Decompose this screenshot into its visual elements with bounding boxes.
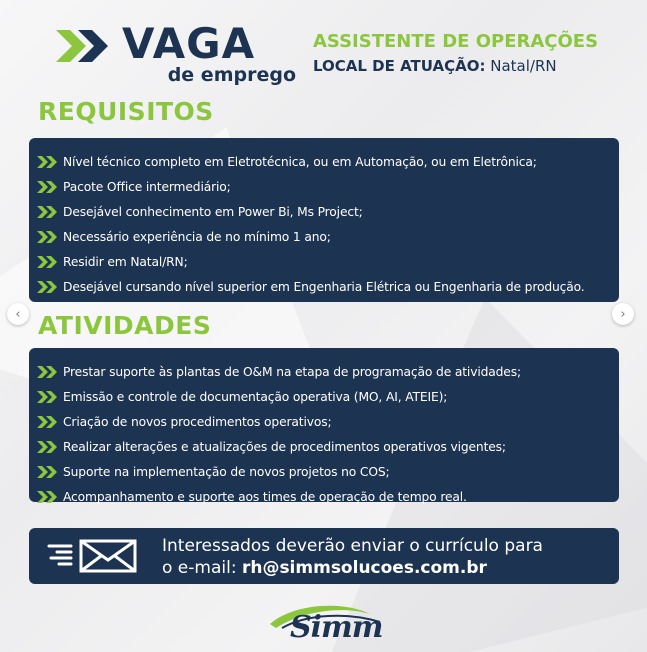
double-chevron-icon <box>56 30 116 62</box>
list-item-text: Emissão e controle de documentação operativa (MO, AI, ATEIE); <box>63 389 448 404</box>
list-item <box>37 459 619 484</box>
list-item <box>37 199 619 224</box>
double-chevron-icon <box>37 230 63 244</box>
list-item-text: Pacote Office intermediário; <box>63 179 231 194</box>
list-item-text: Realizar alterações e atualizações de procedimentos operativos vigentes; <box>63 439 506 454</box>
simm-logo <box>262 598 392 648</box>
list-item <box>37 249 619 274</box>
double-chevron-icon <box>37 440 63 454</box>
list-item <box>37 359 619 384</box>
activities-panel <box>29 348 619 502</box>
location-label: LOCAL DE ATUAÇÃO: <box>313 57 486 75</box>
list-item-text: Necessário experiência de no mínimo 1 ano; <box>63 229 331 244</box>
list-item-text: Desejável cursando nível superior em Engenharia Elétrica ou Engenharia de produção. <box>63 279 585 294</box>
contact-email-link[interactable]: rh@simmsolucoes.com.br <box>241 558 487 578</box>
list-item-text: Suporte na implementação de novos projetos no COS; <box>63 464 390 479</box>
double-chevron-icon <box>37 465 63 479</box>
vaga-title: VAGA <box>122 19 256 68</box>
requirements-panel <box>29 138 619 302</box>
logo-text: Simm <box>290 610 383 645</box>
double-chevron-icon <box>37 205 63 219</box>
list-item <box>37 434 619 459</box>
job-title: ASSISTENTE DE OPERAÇÕES <box>313 31 599 52</box>
list-item-text: Prestar suporte às plantas de O&M na etapa de programação de atividades; <box>63 364 521 379</box>
requirements-title: REQUISITOS <box>38 97 214 126</box>
double-chevron-icon <box>37 415 63 429</box>
list-item-text: Nível técnico completo em Eletrotécnica, ou em Automação, ou em Eletrônica; <box>63 154 537 169</box>
double-chevron-icon <box>37 365 63 379</box>
double-chevron-icon <box>37 280 63 294</box>
double-chevron-icon <box>37 490 63 504</box>
carousel-prev-button[interactable] <box>7 303 29 325</box>
activities-title: ATIVIDADES <box>38 311 212 340</box>
list-item <box>37 224 619 249</box>
list-item-text: Residir em Natal/RN; <box>63 254 188 269</box>
contact-text: Interessados deverão enviar o currículo para <box>162 536 543 556</box>
email-prefix: o e-mail: <box>162 558 242 578</box>
chevron-left-icon: ‹ <box>15 306 21 322</box>
vaga-subtitle: de emprego <box>167 64 296 86</box>
list-item <box>37 484 619 509</box>
list-item-text: Criação de novos procedimentos operativos; <box>63 414 332 429</box>
double-chevron-icon <box>37 255 63 269</box>
activities-list <box>37 359 619 509</box>
list-item-text: Desejável conhecimento em Power Bi, Ms Project; <box>63 204 363 219</box>
job-location <box>313 57 557 75</box>
double-chevron-icon <box>37 390 63 404</box>
contact-email-line <box>162 558 487 578</box>
list-item <box>37 149 619 174</box>
list-item <box>37 174 619 199</box>
requirements-list <box>37 149 619 299</box>
double-chevron-icon <box>37 155 63 169</box>
chevron-right-icon: › <box>620 306 626 322</box>
list-item <box>37 384 619 409</box>
double-chevron-icon <box>37 180 63 194</box>
carousel-next-button[interactable] <box>612 303 634 325</box>
list-item <box>37 274 619 299</box>
contact-banner <box>29 528 619 584</box>
mail-icon <box>47 538 139 574</box>
location-value: Natal/RN <box>490 57 557 75</box>
header <box>0 0 647 100</box>
list-item-text: Acompanhamento e suporte aos times de operação de tempo real. <box>63 489 467 504</box>
list-item <box>37 409 619 434</box>
